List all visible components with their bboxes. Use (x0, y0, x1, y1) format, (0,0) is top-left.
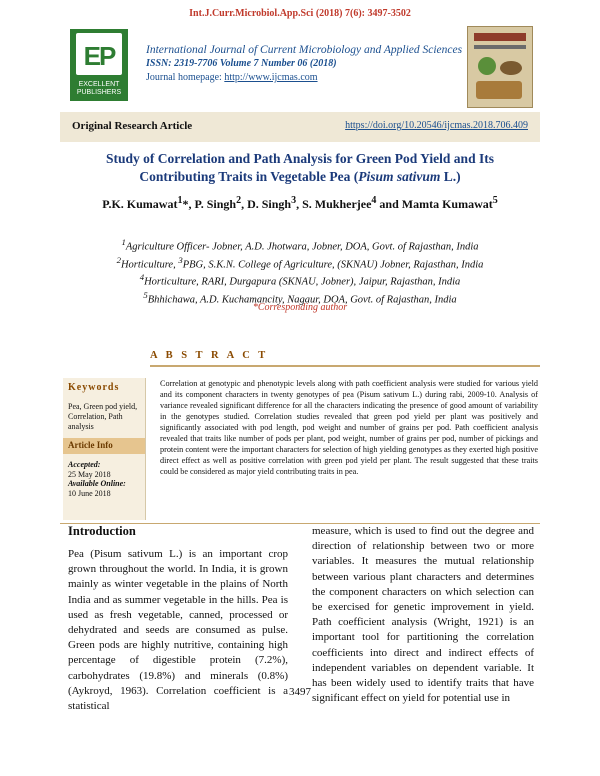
keywords-text: Pea, Green pod yield, Correlation, Path analysis (68, 402, 138, 431)
doi-link[interactable]: https://doi.org/10.20546/ijcmas.2018.706.409 (345, 120, 528, 131)
abstract-heading: A B S T R A C T (150, 350, 269, 361)
body-column-left: Pea (Pisum sativum L.) is an important crop grown throughout the world. In India, it is grown mainly as winter vegetable in the plains of North India and as summer vegetable in the hills. Pea is used as fresh vegetable, canned, processed or dehydrated and seeds are consumed as pulse. Green pods are highly nutritive, containing high percentage of digestible protein (7.2%), carbohydrates (19.8%) and minerals (0.8%) (Aykroyd, 1963). Correlation coefficient is a statistical (68, 548, 288, 713)
journal-title: International Journal of Current Microbiology and Applied Sciences (146, 44, 463, 56)
article-type: Original Research Article (72, 120, 193, 132)
article-sidebar (63, 378, 146, 520)
author-list: P.K. Kumawat$^1$*, P. Singh$^2$, D. Singh$^3$, S. Mukherjee$^4$ and Mamta Kumawat$^5$ (102, 195, 498, 211)
keywords-heading: Keywords (68, 382, 120, 393)
introduction-heading: Introduction (68, 524, 136, 538)
journal-reference: Int.J.Curr.Microbiol.App.Sci (2018) 7(6): 3497-3502 (189, 8, 411, 19)
corresponding-author-note: *Corresponding author (252, 302, 348, 313)
body-column-right: measure, which is used to find out the degree and direction of relationship between two or more variables. It measures the mutual relationship between various plant characters and determines the component characters on which selection can be exercised for genetic improvement in yield. Path coefficient analysis (Wright, 1921) is an important tool for partitioning the correlation coefficients into direct and indirect effects of independent variables on dependent variable. It has been widely used to identify traits that have significant effect on yield for potential use in (312, 525, 534, 705)
article-dates: Accepted: 25 May 2018 Available Online: 10 June 2018 (68, 460, 126, 498)
abstract-text: Correlation at genotypic and phenotypic levels along with path coefficient analysis were studied for various yield and its component characters in twenty genotypes of pea (Pisum sativum L.) during rabi, 2009-10. Analysis of variance revealed significant difference for all the characters indicating the presence of good amount of variability in the genotypes studied. Correlation studies revealed that green pod yield per plant was positively and significantly associated with pod length, pod weight and number of grains per pod. Path coefficient analysis revealed that traits like number of pods per plant, pod weight, number of grains per pod, number of pickings and protein content were the important characters for selection of high yielding genotypes as they exerted high positive direct effect as well as positive correlation with green pod yield per plant. The result suggested that these traits could be considered as major yield contributing traits in pea. (160, 379, 538, 476)
issn-line: ISSN: 2319-7706 Volume 7 Number 06 (2018) (146, 58, 337, 69)
homepage-link[interactable]: http://www.ijcmas.com (224, 72, 318, 83)
journal-cover-image (467, 26, 533, 108)
journal-homepage: Journal homepage: http://www.ijcmas.com (146, 72, 318, 83)
abstract-divider (150, 365, 540, 367)
page-number: 3497 (289, 686, 311, 698)
paper-title: Study of Correlation and Path Analysis for Green Pod Yield and Its Contributing Traits in Vegetable Pea (Pisum sativum L.) (106, 151, 494, 184)
article-type-bar (60, 112, 540, 142)
affiliations: $^1$Agriculture Officer- Jobner, A.D. Jhotwara, Jobner, DOA, Govt. of Rajasthan, India $^2$Horticulture, $^3$PBG, S.K.N. College of Agriculture, (SKNAU) Jobner, Rajasthan, India $^4$Horticulture, RARI, Durgapura (SKNAU, Jobner), Jaipur, Rajasthan, India $^5$Bhhichawa, A.D. Kuchamancity, Nagaur, DOA, Govt. of Rajasthan, India (116, 237, 484, 305)
publisher-logo: EP EXCELLENT PUBLISHERS (70, 29, 128, 101)
article-info-heading: Article Info (63, 438, 145, 454)
